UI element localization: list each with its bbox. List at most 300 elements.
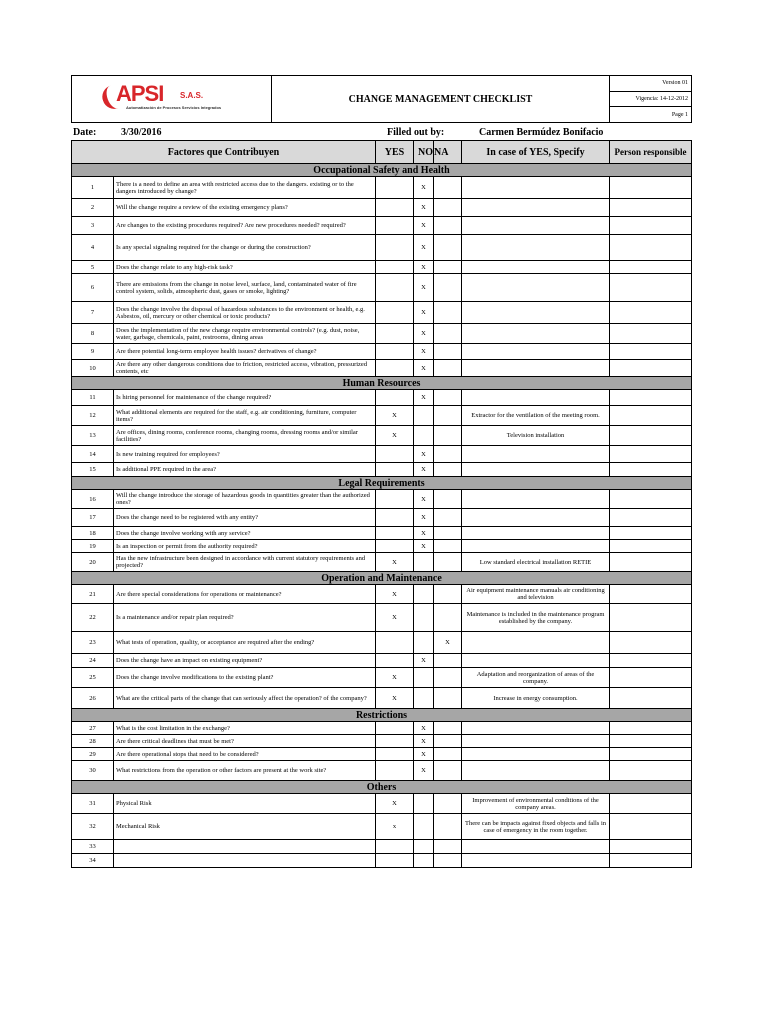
header-table bbox=[71, 75, 692, 123]
no-mark: X bbox=[414, 199, 434, 217]
specify-text: Improvement of environmental conditions of the company areas. bbox=[462, 794, 610, 814]
yes-mark bbox=[376, 274, 414, 302]
row-question: Are there special considerations for operations or maintenance? bbox=[114, 585, 376, 604]
logo-suffix: S.A.S. bbox=[180, 91, 204, 100]
yes-mark: X bbox=[376, 553, 414, 572]
row-number: 18 bbox=[72, 527, 114, 540]
specify-text: Increase in energy consumption. bbox=[462, 688, 610, 709]
table-row bbox=[72, 463, 692, 477]
table-row bbox=[72, 735, 692, 748]
logo-cell bbox=[72, 76, 272, 123]
yes-mark bbox=[376, 217, 414, 235]
table-row bbox=[72, 324, 692, 344]
na-mark bbox=[434, 585, 462, 604]
yes-mark: X bbox=[376, 794, 414, 814]
na-mark bbox=[434, 463, 462, 477]
yes-mark bbox=[376, 360, 414, 377]
yes-mark bbox=[376, 490, 414, 509]
person-responsible bbox=[610, 199, 692, 217]
yes-mark bbox=[376, 235, 414, 261]
table-row bbox=[72, 540, 692, 553]
row-question: What restrictions from the operation or other factors are present at the work site? bbox=[114, 761, 376, 781]
section-header-row bbox=[72, 377, 692, 390]
specify-text bbox=[462, 390, 610, 406]
row-question: Does the change involve working with any service? bbox=[114, 527, 376, 540]
no-mark bbox=[414, 668, 434, 688]
page-label: Page 1 bbox=[610, 107, 692, 123]
specify-text bbox=[462, 261, 610, 274]
na-mark bbox=[434, 668, 462, 688]
document-title: CHANGE MANAGEMENT CHECKLIST bbox=[272, 76, 610, 123]
row-question: Is hiring personnel for maintenance of the change required? bbox=[114, 390, 376, 406]
na-mark bbox=[434, 360, 462, 377]
table-row bbox=[72, 854, 692, 868]
specify-text bbox=[462, 654, 610, 668]
specify-text bbox=[462, 360, 610, 377]
person-responsible bbox=[610, 722, 692, 735]
person-responsible bbox=[610, 426, 692, 446]
table-row bbox=[72, 722, 692, 735]
person-responsible bbox=[610, 794, 692, 814]
filled-by-value: Carmen Bermúdez Bonifacio bbox=[479, 126, 604, 138]
person-responsible bbox=[610, 235, 692, 261]
table-row bbox=[72, 490, 692, 509]
person-responsible bbox=[610, 654, 692, 668]
specify-text: Extractor for the ventilation of the meeting room. bbox=[462, 406, 610, 426]
row-question: Mechanical Risk bbox=[114, 814, 376, 840]
person-responsible bbox=[610, 688, 692, 709]
yes-mark bbox=[376, 302, 414, 324]
row-number: 34 bbox=[72, 854, 114, 868]
person-responsible bbox=[610, 527, 692, 540]
no-mark: X bbox=[414, 324, 434, 344]
checklist-table bbox=[71, 140, 692, 868]
date-value: 3/30/2016 bbox=[121, 126, 162, 138]
person-responsible bbox=[610, 446, 692, 463]
row-number: 3 bbox=[72, 217, 114, 235]
person-responsible bbox=[610, 735, 692, 748]
no-mark: X bbox=[414, 274, 434, 302]
specify-text: Television installation bbox=[462, 426, 610, 446]
date-label: Date: bbox=[73, 126, 97, 138]
no-mark: X bbox=[414, 463, 434, 477]
row-number: 24 bbox=[72, 654, 114, 668]
yes-mark bbox=[376, 463, 414, 477]
row-question: Are there any other dangerous conditions due to friction, restricted access, vibration, pressurized contents, etc bbox=[114, 360, 376, 377]
no-mark: X bbox=[414, 261, 434, 274]
row-question: Are changes to the existing procedures required? Are new procedures needed? required? bbox=[114, 217, 376, 235]
row-number: 12 bbox=[72, 406, 114, 426]
na-mark bbox=[434, 540, 462, 553]
table-row bbox=[72, 426, 692, 446]
row-number: 19 bbox=[72, 540, 114, 553]
row-number: 33 bbox=[72, 840, 114, 854]
table-row bbox=[72, 509, 692, 527]
yes-mark bbox=[376, 722, 414, 735]
yes-header: YES bbox=[376, 141, 414, 164]
no-header: NO bbox=[414, 141, 434, 164]
no-mark: X bbox=[414, 446, 434, 463]
yes-mark bbox=[376, 761, 414, 781]
yes-mark bbox=[376, 748, 414, 761]
person-responsible bbox=[610, 585, 692, 604]
specify-text bbox=[462, 274, 610, 302]
na-mark bbox=[434, 344, 462, 360]
section-title: Occupational Safety and Health bbox=[72, 164, 692, 177]
row-question: What are the critical parts of the change that can seriously affect the operation? of the company? bbox=[114, 688, 376, 709]
row-number: 11 bbox=[72, 390, 114, 406]
person-responsible bbox=[610, 390, 692, 406]
specify-text bbox=[462, 840, 610, 854]
specify-text bbox=[462, 509, 610, 527]
yes-mark: X bbox=[376, 688, 414, 709]
na-mark bbox=[434, 390, 462, 406]
yes-mark bbox=[376, 446, 414, 463]
na-mark bbox=[434, 735, 462, 748]
row-question: Is any special signaling required for the change or during the construction? bbox=[114, 235, 376, 261]
yes-mark bbox=[376, 854, 414, 868]
no-mark bbox=[414, 814, 434, 840]
row-question: Does the change relate to any high-risk task? bbox=[114, 261, 376, 274]
row-number: 15 bbox=[72, 463, 114, 477]
no-mark: X bbox=[414, 722, 434, 735]
table-row bbox=[72, 390, 692, 406]
table-row bbox=[72, 177, 692, 199]
specify-text bbox=[462, 854, 610, 868]
table-row bbox=[72, 794, 692, 814]
na-mark bbox=[434, 324, 462, 344]
specify-text bbox=[462, 748, 610, 761]
specify-text bbox=[462, 722, 610, 735]
yes-mark: x bbox=[376, 814, 414, 840]
yes-mark: X bbox=[376, 426, 414, 446]
yes-mark: X bbox=[376, 604, 414, 632]
row-question bbox=[114, 840, 376, 854]
row-number: 26 bbox=[72, 688, 114, 709]
na-mark bbox=[434, 274, 462, 302]
na-mark bbox=[434, 527, 462, 540]
no-mark bbox=[414, 553, 434, 572]
na-mark bbox=[434, 199, 462, 217]
yes-mark bbox=[376, 632, 414, 654]
specify-text bbox=[462, 463, 610, 477]
no-mark bbox=[414, 688, 434, 709]
row-number: 25 bbox=[72, 668, 114, 688]
row-number: 30 bbox=[72, 761, 114, 781]
specify-text: Maintenance is included in the maintenance program established by the company. bbox=[462, 604, 610, 632]
row-number: 6 bbox=[72, 274, 114, 302]
row-question: What tests of operation, quality, or acceptance are required after the ending? bbox=[114, 632, 376, 654]
row-question: Does the change have an impact on existing equipment? bbox=[114, 654, 376, 668]
no-mark: X bbox=[414, 360, 434, 377]
no-mark bbox=[414, 585, 434, 604]
table-row bbox=[72, 406, 692, 426]
na-mark bbox=[434, 654, 462, 668]
person-responsible bbox=[610, 509, 692, 527]
table-row bbox=[72, 217, 692, 235]
row-number: 22 bbox=[72, 604, 114, 632]
specify-text bbox=[462, 199, 610, 217]
yes-mark bbox=[376, 324, 414, 344]
specify-text bbox=[462, 235, 610, 261]
section-header-row bbox=[72, 477, 692, 490]
row-question: Has the new infrastructure been designed in accordance with current statutory requirements and projected? bbox=[114, 553, 376, 572]
na-mark bbox=[434, 217, 462, 235]
logo-text: APSI bbox=[116, 81, 164, 106]
no-mark: X bbox=[414, 735, 434, 748]
person-responsible bbox=[610, 854, 692, 868]
na-mark bbox=[434, 406, 462, 426]
specify-text bbox=[462, 490, 610, 509]
row-question bbox=[114, 854, 376, 868]
specify-text bbox=[462, 540, 610, 553]
no-mark: X bbox=[414, 540, 434, 553]
person-responsible bbox=[610, 261, 692, 274]
table-row bbox=[72, 632, 692, 654]
no-mark: X bbox=[414, 217, 434, 235]
na-mark bbox=[434, 688, 462, 709]
row-number: 28 bbox=[72, 735, 114, 748]
row-number: 4 bbox=[72, 235, 114, 261]
no-mark: X bbox=[414, 654, 434, 668]
section-header-row bbox=[72, 164, 692, 177]
row-number: 9 bbox=[72, 344, 114, 360]
row-question: Does the implementation of the new change require environmental controls? (e.g. dust, noise, water, garbage, chemicals, paint, restrooms, dining areas bbox=[114, 324, 376, 344]
section-header-row bbox=[72, 572, 692, 585]
row-question: Is a maintenance and/or repair plan required? bbox=[114, 604, 376, 632]
person-responsible bbox=[610, 324, 692, 344]
row-number: 13 bbox=[72, 426, 114, 446]
person-responsible bbox=[610, 668, 692, 688]
yes-mark: X bbox=[376, 585, 414, 604]
specify-header: In case of YES, Specify bbox=[462, 141, 610, 164]
row-number: 29 bbox=[72, 748, 114, 761]
row-question: Are offices, dining rooms, conference rooms, changing rooms, dressing rooms and/or similar facilities? bbox=[114, 426, 376, 446]
person-responsible bbox=[610, 604, 692, 632]
no-mark: X bbox=[414, 177, 434, 199]
person-responsible bbox=[610, 540, 692, 553]
factors-header: Factores que Contribuyen bbox=[72, 141, 376, 164]
yes-mark: X bbox=[376, 406, 414, 426]
row-number: 14 bbox=[72, 446, 114, 463]
row-number: 31 bbox=[72, 794, 114, 814]
person-responsible bbox=[610, 840, 692, 854]
column-header-row bbox=[72, 141, 692, 164]
na-mark bbox=[434, 235, 462, 261]
no-mark: X bbox=[414, 748, 434, 761]
row-question: What additional elements are required for the staff, e.g. air conditioning, furniture, computer items? bbox=[114, 406, 376, 426]
no-mark bbox=[414, 632, 434, 654]
na-mark bbox=[434, 426, 462, 446]
company-logo bbox=[102, 81, 222, 119]
no-mark: X bbox=[414, 490, 434, 509]
row-question: There are emissions from the change in noise level, surface, land, contaminated water of fire control system, solids, atmospheric dust, gases or smoke, lighting? bbox=[114, 274, 376, 302]
row-question: Does the change involve the disposal of hazardous substances to the environment or health, e.g. Asbestos, oil, mercury or other chemical or toxic products? bbox=[114, 302, 376, 324]
na-mark: X bbox=[434, 632, 462, 654]
no-mark bbox=[414, 426, 434, 446]
no-mark: X bbox=[414, 509, 434, 527]
specify-text bbox=[462, 446, 610, 463]
specify-text bbox=[462, 217, 610, 235]
person-responsible bbox=[610, 814, 692, 840]
yes-mark bbox=[376, 261, 414, 274]
table-row bbox=[72, 604, 692, 632]
na-mark bbox=[434, 446, 462, 463]
row-question: What is the cost limitation in the exchange? bbox=[114, 722, 376, 735]
na-mark bbox=[434, 722, 462, 735]
na-header: NA bbox=[434, 141, 462, 164]
validity-label: Vigencia: 14-12-2012 bbox=[610, 91, 692, 107]
yes-mark bbox=[376, 177, 414, 199]
yes-mark bbox=[376, 735, 414, 748]
row-question: Does the change need to be registered with any entity? bbox=[114, 509, 376, 527]
no-mark bbox=[414, 840, 434, 854]
person-responsible bbox=[610, 553, 692, 572]
no-mark bbox=[414, 406, 434, 426]
person-responsible bbox=[610, 360, 692, 377]
table-row bbox=[72, 261, 692, 274]
na-mark bbox=[434, 604, 462, 632]
info-table bbox=[71, 124, 691, 140]
no-mark: X bbox=[414, 302, 434, 324]
yes-mark: X bbox=[376, 668, 414, 688]
na-mark bbox=[434, 302, 462, 324]
person-responsible bbox=[610, 274, 692, 302]
row-question: Will the change require a review of the existing emergency plans? bbox=[114, 199, 376, 217]
table-row bbox=[72, 527, 692, 540]
row-number: 7 bbox=[72, 302, 114, 324]
table-row bbox=[72, 748, 692, 761]
table-row bbox=[72, 668, 692, 688]
section-header-row bbox=[72, 781, 692, 794]
row-number: 1 bbox=[72, 177, 114, 199]
specify-text bbox=[462, 302, 610, 324]
row-number: 21 bbox=[72, 585, 114, 604]
no-mark bbox=[414, 854, 434, 868]
row-question: There is a need to define an area with restricted access due to the dangers. existing or to the dangers introduced by change? bbox=[114, 177, 376, 199]
row-question: Is new training required for employees? bbox=[114, 446, 376, 463]
specify-text bbox=[462, 177, 610, 199]
na-mark bbox=[434, 794, 462, 814]
specify-text bbox=[462, 735, 610, 748]
row-question: Does the change involve modifications to the existing plant? bbox=[114, 668, 376, 688]
table-row bbox=[72, 446, 692, 463]
section-header-row bbox=[72, 709, 692, 722]
yes-mark bbox=[376, 199, 414, 217]
row-number: 27 bbox=[72, 722, 114, 735]
yes-mark bbox=[376, 527, 414, 540]
table-row bbox=[72, 761, 692, 781]
row-number: 23 bbox=[72, 632, 114, 654]
row-question: Will the change introduce the storage of hazardous goods in quantities greater than the authorized ones? bbox=[114, 490, 376, 509]
specify-text: Adaptation and reorganization of areas of the company. bbox=[462, 668, 610, 688]
row-number: 2 bbox=[72, 199, 114, 217]
row-question: Physical Risk bbox=[114, 794, 376, 814]
yes-mark bbox=[376, 840, 414, 854]
na-mark bbox=[434, 490, 462, 509]
no-mark bbox=[414, 604, 434, 632]
person-responsible bbox=[610, 217, 692, 235]
no-mark: X bbox=[414, 390, 434, 406]
table-row bbox=[72, 274, 692, 302]
person-responsible bbox=[610, 761, 692, 781]
person-header: Person responsible bbox=[610, 141, 692, 164]
na-mark bbox=[434, 854, 462, 868]
no-mark: X bbox=[414, 235, 434, 261]
table-row bbox=[72, 585, 692, 604]
specify-text: There can be impacts against fixed objects and falls in case of emergency in the room together. bbox=[462, 814, 610, 840]
person-responsible bbox=[610, 302, 692, 324]
row-question: Are there potential long-term employee health issues? derivatives of change? bbox=[114, 344, 376, 360]
section-title: Others bbox=[72, 781, 692, 794]
na-mark bbox=[434, 840, 462, 854]
table-row bbox=[72, 302, 692, 324]
no-mark: X bbox=[414, 527, 434, 540]
yes-mark bbox=[376, 654, 414, 668]
person-responsible bbox=[610, 406, 692, 426]
row-number: 32 bbox=[72, 814, 114, 840]
na-mark bbox=[434, 748, 462, 761]
row-number: 8 bbox=[72, 324, 114, 344]
na-mark bbox=[434, 761, 462, 781]
no-mark bbox=[414, 794, 434, 814]
specify-text bbox=[462, 324, 610, 344]
specify-text bbox=[462, 527, 610, 540]
row-number: 20 bbox=[72, 553, 114, 572]
table-row bbox=[72, 840, 692, 854]
specify-text bbox=[462, 761, 610, 781]
logo-subtitle: Automatización de Procesos Servicios Integrados bbox=[126, 105, 222, 110]
version-label: Version 01 bbox=[610, 76, 692, 92]
row-question: Is an inspection or permit from the authority required? bbox=[114, 540, 376, 553]
row-number: 16 bbox=[72, 490, 114, 509]
row-number: 10 bbox=[72, 360, 114, 377]
table-row bbox=[72, 654, 692, 668]
na-mark bbox=[434, 177, 462, 199]
section-title: Legal Requirements bbox=[72, 477, 692, 490]
section-title: Restrictions bbox=[72, 709, 692, 722]
no-mark: X bbox=[414, 344, 434, 360]
row-question: Are there critical deadlines that must be met? bbox=[114, 735, 376, 748]
specify-text bbox=[462, 632, 610, 654]
yes-mark bbox=[376, 509, 414, 527]
row-number: 5 bbox=[72, 261, 114, 274]
na-mark bbox=[434, 814, 462, 840]
table-row bbox=[72, 199, 692, 217]
person-responsible bbox=[610, 463, 692, 477]
table-row bbox=[72, 360, 692, 377]
checklist-sheet bbox=[71, 75, 691, 868]
section-title: Operation and Maintenance bbox=[72, 572, 692, 585]
specify-text: Air equipment maintenance manuals air conditioning and television bbox=[462, 585, 610, 604]
row-number: 17 bbox=[72, 509, 114, 527]
na-mark bbox=[434, 509, 462, 527]
no-mark: X bbox=[414, 761, 434, 781]
person-responsible bbox=[610, 177, 692, 199]
yes-mark bbox=[376, 540, 414, 553]
filled-by-label: Filled out by: bbox=[387, 126, 445, 138]
yes-mark bbox=[376, 344, 414, 360]
row-question: Is additional PPE required in the area? bbox=[114, 463, 376, 477]
table-row bbox=[72, 235, 692, 261]
row-question: Are there operational stops that need to be considered? bbox=[114, 748, 376, 761]
table-row bbox=[72, 688, 692, 709]
table-row bbox=[72, 553, 692, 572]
table-row bbox=[72, 814, 692, 840]
person-responsible bbox=[610, 490, 692, 509]
table-row bbox=[72, 344, 692, 360]
specify-text: Low standard electrical installation RETIE bbox=[462, 553, 610, 572]
